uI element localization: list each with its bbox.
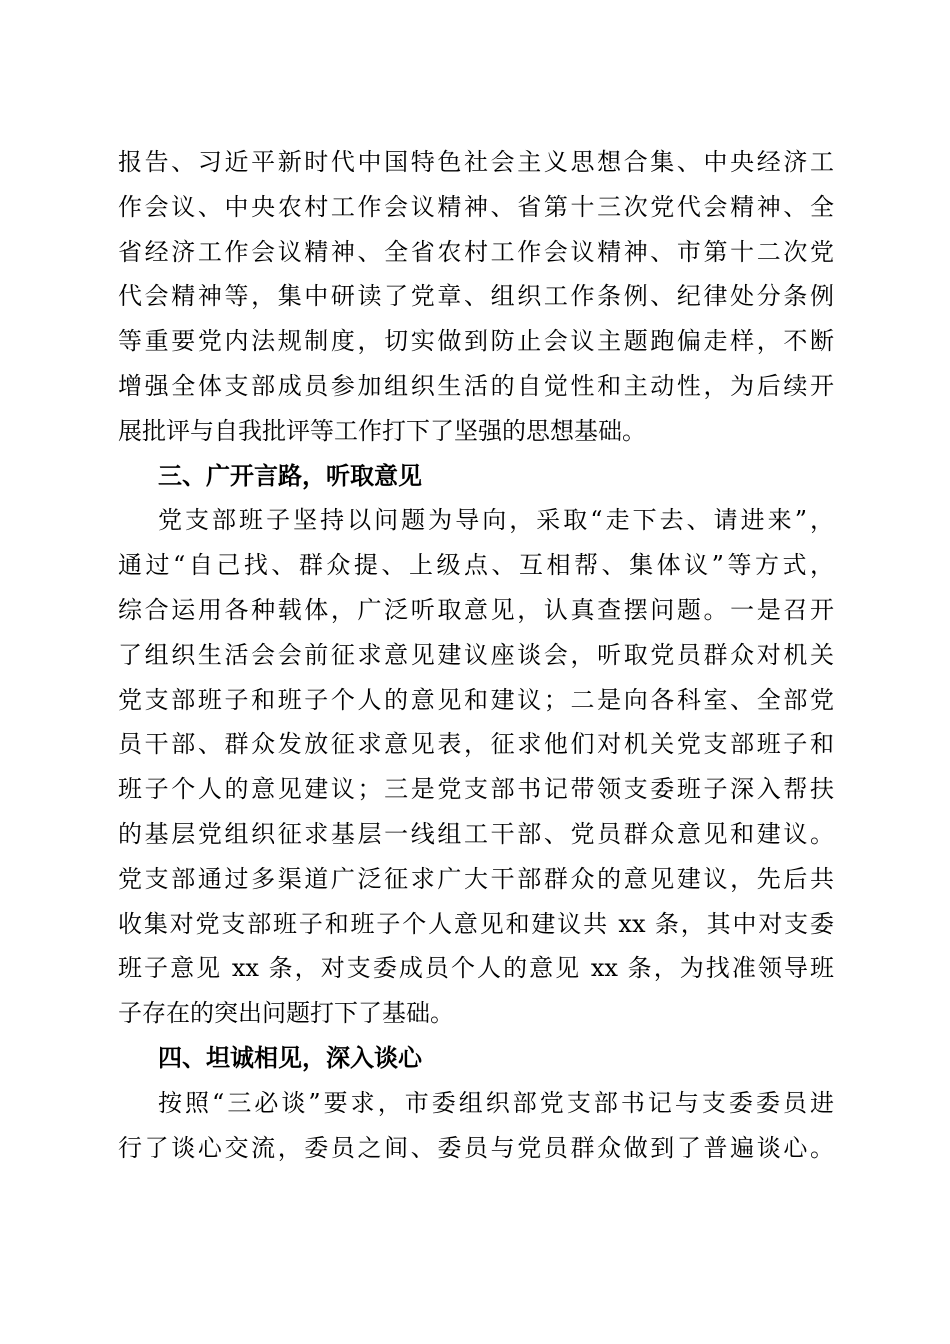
text-line: 展批评与自我批评等工作打下了坚强的思想基础。: [118, 416, 646, 445]
text-line: 综合运用各种载体，广泛听取意见，认真查摆问题。一是召开: [118, 595, 834, 624]
text-line: 党支部通过多渠道广泛征求广大干部群众的意见建议，先后共: [118, 864, 834, 893]
section-heading-3: 三、广开言路，听取意见: [158, 461, 422, 490]
document-page: [118, 140, 834, 1170]
text-line: 了组织生活会会前征求意见建议座谈会，听取党员群众对机关: [118, 640, 834, 669]
section-heading-4: 四、坦诚相见，深入谈心: [158, 1043, 422, 1072]
text-line: 作会议、中央农村工作会议精神、省第十三次党代会精神、全: [118, 192, 834, 221]
text-line: 报告、习近平新时代中国特色社会主义思想合集、中央经济工: [118, 148, 834, 176]
text-line: 员干部、群众发放征求意见表，征求他们对机关党支部班子和: [118, 730, 834, 759]
text-line: 增强全体支部成员参加组织生活的自觉性和主动性，为后续开: [118, 371, 834, 400]
text-line: 通过“自己找、群众提、上级点、互相帮、集体议”等方式，: [118, 551, 834, 580]
text-line: 行了谈心交流，委员之间、委员与党员群众做到了普遍谈心。: [118, 1133, 834, 1162]
text-line: 省经济工作会议精神、全省农村工作会议精神、市第十二次党: [118, 237, 834, 266]
text-line: 等重要党内法规制度，切实做到防止会议主题跑偏走样，不断: [118, 327, 834, 356]
text-line: 按照“三必谈”要求，市委组织部党支部书记与支委委员进: [158, 1088, 834, 1117]
text-line: 代会精神等，集中研读了党章、组织工作条例、纪律处分条例: [118, 282, 834, 311]
paragraph-solicit-opinions: [118, 498, 834, 1036]
text-line: 党支部班子坚持以问题为导向，采取“走下去、请进来”，: [158, 506, 834, 535]
text-line: 班子个人的意见建议；三是党支部书记带领支委班子深入帮扶: [118, 775, 834, 804]
text-line: 班子意见 xx 条，对支委成员个人的意见 xx 条，为找准领导班: [118, 954, 834, 983]
text-line: 的基层党组织征求基层一线组工干部、党员群众意见和建议。: [118, 819, 834, 848]
text-line: 收集对党支部班子和班子个人意见和建议共 xx 条，其中对支委: [118, 909, 834, 938]
paragraph-study-content: [118, 140, 834, 454]
text-line: 子存在的突出问题打下了基础。: [118, 999, 454, 1028]
text-line: 党支部班子和班子个人的意见和建议；二是向各科室、全部党: [118, 685, 834, 714]
paragraph-heart-to-heart-talks: [118, 1081, 834, 1171]
